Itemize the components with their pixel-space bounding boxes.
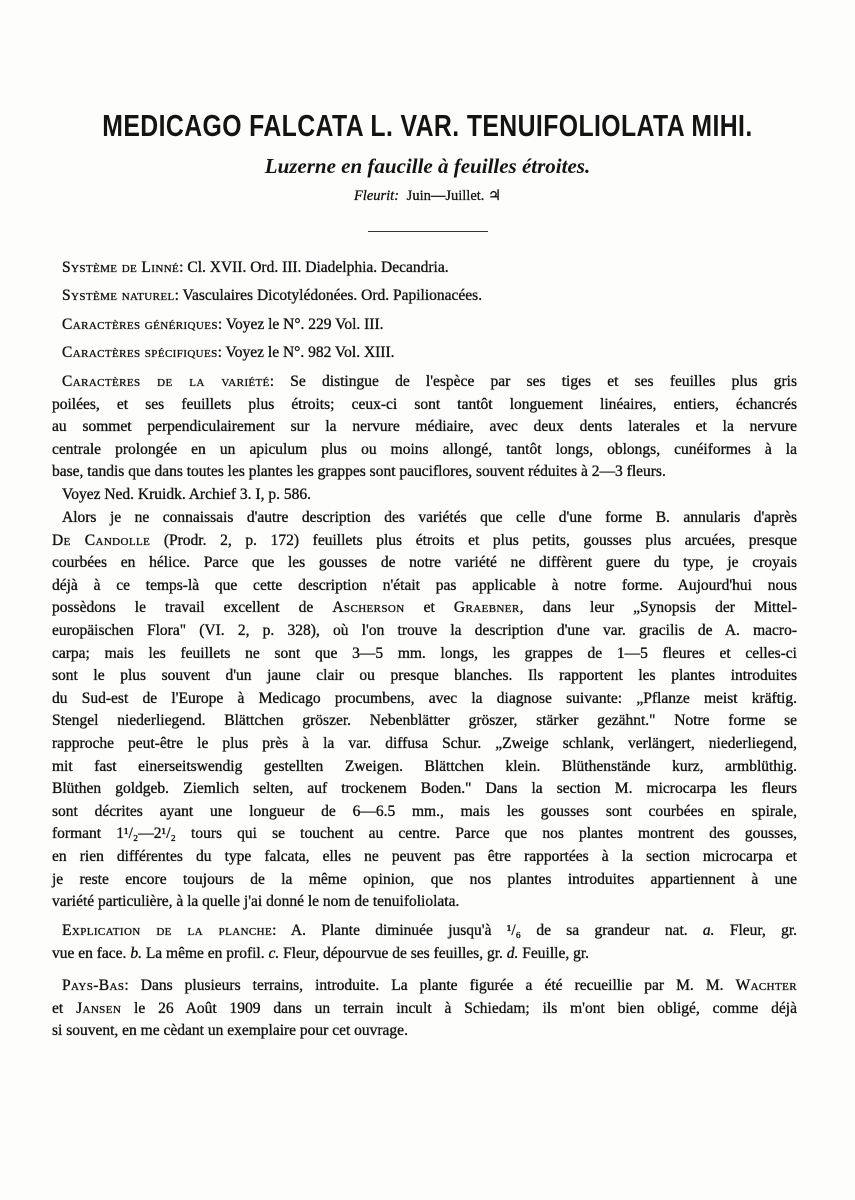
text-line <box>52 282 797 310</box>
small-caps-heading: Ascherson <box>332 599 405 617</box>
text-line <box>52 507 797 530</box>
text-span: je reste encore toujours de la même opinion, que nos plantes introduites appartiennent à une <box>52 870 797 888</box>
text-span: , dans leur „Synopsis der Mittel- <box>519 599 797 617</box>
text-line <box>52 484 797 507</box>
text-span: mit fast einerseitswendig gestellten Zweigen. Blättchen klein. Blüthenstände kurz, armblüthig. <box>52 757 797 775</box>
text-span: (Prodr. 2, p. 172) feuillets plus étroits et plus petits, gousses plus arcuées, presque <box>150 531 797 549</box>
small-caps-heading: Graebner <box>453 599 520 617</box>
plate-explanation <box>52 920 797 965</box>
text-line <box>52 530 797 553</box>
text-span: au sommet perpendiculairement sur la nervure médiaire, avec deux dents laterales et la nervure <box>52 418 797 436</box>
text-line <box>52 620 797 643</box>
text-span: courbées en hélice. Parce que les gousses de notre variété ne diffèrent guere du type, je croyais <box>52 554 797 572</box>
text-span: sont le plus souvent d'un jaune clair ou presque blanches. Ils rapportent les plantes introduites <box>52 667 797 685</box>
text-span: le 26 Août 1909 dans un terrain incult à Schiedam; ils m'ont bien obligé, comme déjà <box>121 999 797 1017</box>
divider-rule <box>368 231 488 232</box>
text-span: Fleur, dépourvue de ses feuilles, gr. <box>279 944 507 962</box>
italic-label: a. <box>702 922 715 939</box>
text-span: sont décrites ayant une longueur de 6—6.5 mm., mais les gousses sont courbées en spirale, <box>52 802 797 820</box>
small-caps-heading: Système naturel <box>62 287 175 305</box>
text-line <box>52 920 797 943</box>
text-span: si souvent, en me cèdant un exemplaire pour cet ouvrage. <box>52 1022 408 1040</box>
perennial-symbol: ♃ <box>488 188 502 204</box>
small-caps-heading: Explication de la planche <box>62 922 273 939</box>
text-line <box>52 846 797 869</box>
flowering-label: Fleurit: <box>353 188 400 204</box>
text-line <box>52 869 797 892</box>
small-caps-heading: De Candolle <box>52 531 151 549</box>
text-line <box>52 311 797 339</box>
text-line <box>52 756 797 779</box>
italic-label: d. <box>506 944 519 962</box>
text-line <box>52 688 797 711</box>
classification-section <box>52 254 797 367</box>
small-caps-heading: Jansen <box>76 999 122 1017</box>
text-span: possèdons le travail excellent de <box>52 599 333 617</box>
flowering-period <box>0 188 855 205</box>
text-line <box>52 733 797 756</box>
text-span: Alors je ne connaissais d'autre description des variétés que celle d'une forme B. annularis d'après <box>62 509 797 526</box>
text-span: du Sud-est de l'Europe à Medicago procumbens, avec la diagnose suivante: „Pflanze meist kräftig. <box>52 689 797 707</box>
text-span: poilées, et ses feuillets plus étroits; ceux-ci sont tantôt longuement linéaires, entiers, échancrés <box>52 395 797 413</box>
text-span: La même en profil. <box>141 944 269 962</box>
text-span: déjà à ce temps-là que cette description n'était pas applicable à notre forme. Aujourd'hui nous <box>52 576 797 594</box>
text-span: : Voyez le N°. 229 Vol. III. <box>217 315 384 333</box>
text-line <box>52 823 797 846</box>
variety-description <box>52 371 797 484</box>
text-span: et <box>52 999 77 1017</box>
text-line <box>52 597 797 620</box>
text-span: Fleur, gr. <box>714 922 798 939</box>
text-line <box>52 943 797 966</box>
flowering-value: Juin—Juillet. <box>406 188 485 204</box>
netherlands-paragraph <box>52 975 797 1043</box>
text-span: : A. Plante diminuée jusqu'à ¹/₆ de sa grandeur nat. <box>272 922 703 939</box>
text-line <box>52 416 797 439</box>
small-caps-heading: Système de Linné <box>62 259 180 276</box>
text-line <box>52 891 797 914</box>
text-span: formant 1¹/₂—2¹/₂ tours qui se touchent au centre. Parce que nos plantes montrent des gousses, <box>52 825 797 843</box>
text-span: Voyez Ned. Kruidk. Archief 3. I, p. 586. <box>62 486 311 503</box>
small-caps-heading: Wachter <box>735 977 797 994</box>
small-caps-heading: Caractères de la variété <box>62 373 270 390</box>
text-span: Blüthen goldgeb. Ziemlich selten, auf trockenem Boden." Dans la section M. microcarpa les fleurs <box>52 780 797 798</box>
text-span: base, tandis que dans toutes les plantes les grappes sont pauciflores, souvent réduites à 2—3 fleurs. <box>52 463 666 481</box>
text-line <box>52 710 797 733</box>
text-line <box>52 339 797 367</box>
text-span: : Cl. XVII. Ord. III. Diadelphia. Decandria. <box>179 259 449 276</box>
text-line <box>52 461 797 484</box>
text-line <box>52 552 797 575</box>
text-line <box>52 1020 797 1043</box>
small-caps-heading: Caractères spécifiques <box>62 343 218 361</box>
subtitle: Luzerne en faucille à feuilles étroites. <box>264 154 591 178</box>
text-line <box>52 998 797 1021</box>
text-line <box>52 975 797 998</box>
text-span: Stengel niederliegend. Blättchen gröszer. Nebenblätter gröszer, stärker gezähnt." Notre forme se <box>52 712 797 730</box>
small-caps-heading: Pays-Bas <box>62 977 125 994</box>
reference-paragraph <box>52 484 797 507</box>
text-span: variété particulière, à la quelle j'ai donné le nom de tenuifoliolata. <box>52 893 460 911</box>
text-span: carpa; mais les feuillets ne sont que 3—5 mm. longs, les grappes de 1—5 fleures et celles-ci <box>52 644 797 662</box>
text-span: : Dans plusieurs terrains, introduite. La plante figurée a été recueillie par M. M. <box>124 977 736 994</box>
page-title <box>0 108 855 144</box>
text-line <box>52 778 797 801</box>
text-line <box>52 394 797 417</box>
text-span: : Se distingue de l'espèce par ses tiges et ses feuilles plus gris <box>269 373 797 390</box>
text-line <box>52 575 797 598</box>
title-text: MEDICAGO FALCATA L. VAR. TENUIFOLIOLATA MIHI. <box>102 108 753 143</box>
text-span: : Vasculaires Dicotylédonées. Ord. Papilionacées. <box>174 287 483 305</box>
text-span: Feuille, gr. <box>518 944 590 962</box>
small-caps-heading: Caractères génériques <box>62 315 218 333</box>
text-line <box>52 665 797 688</box>
italic-label: c. <box>268 944 280 962</box>
discussion-paragraph <box>52 507 797 914</box>
text-span: : Voyez le N°. 982 Vol. XIII. <box>217 343 395 361</box>
italic-label: b. <box>130 944 142 962</box>
text-span: vue en face. <box>52 944 131 962</box>
text-span: europäischen Flora" (VI. 2, p. 328), où l'on trouve la description d'une var. gracilis de A. macro- <box>52 621 797 639</box>
text-line <box>52 801 797 824</box>
text-span: et <box>404 599 454 617</box>
text-line <box>52 371 797 394</box>
text-span: en rien différentes du type falcata, elles ne peuvent pas être rapportées à la section microcarpa et <box>52 847 797 865</box>
text-line <box>52 254 797 282</box>
text-span: rapproche peut-être le plus près à la var. diffusa Schur. „Zweige schlank, verlängert, niederliegend, <box>52 734 797 752</box>
text-line <box>52 439 797 462</box>
text-span: centrale prolongée en un apiculum plus ou moins allongé, tantôt longs, oblongs, cunéiformes à la <box>52 440 797 458</box>
text-line <box>52 643 797 666</box>
